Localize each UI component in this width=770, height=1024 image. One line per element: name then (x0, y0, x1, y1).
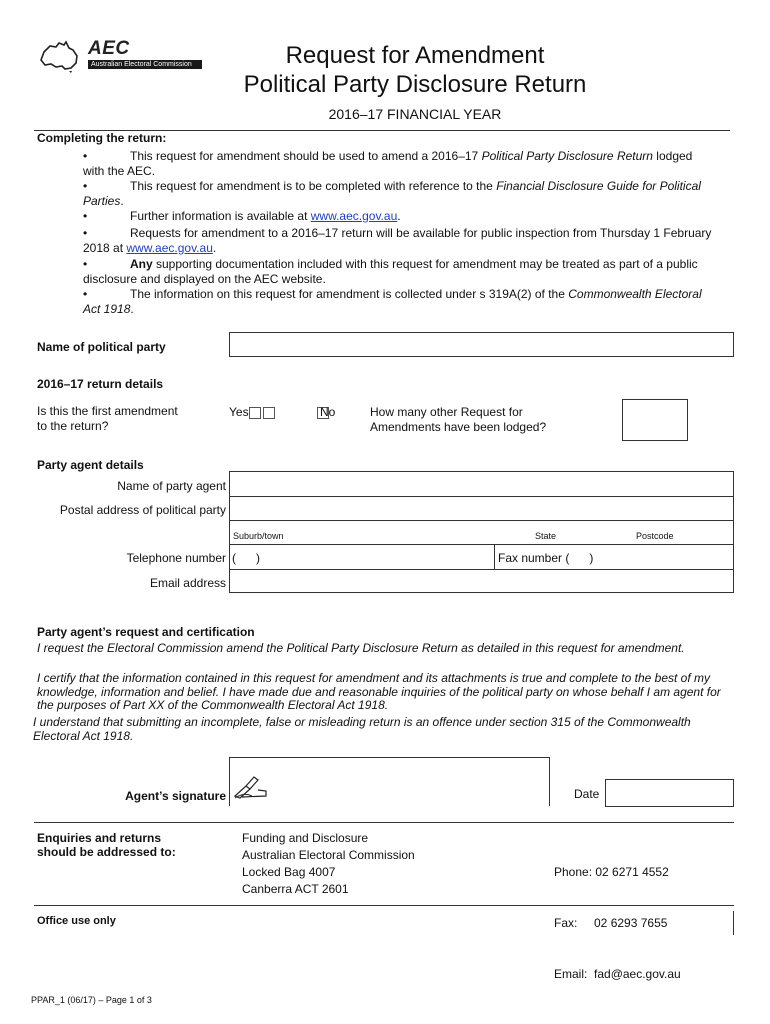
bullet-text: The information on this request for amendment is collected under s 319A(2) of the (130, 287, 569, 301)
fax-label: Fax number ( ) (498, 551, 594, 565)
bullet-text-italic: Financial Disclosure Guide for Political Parties (83, 179, 701, 208)
aec-website-link[interactable]: www.aec.gov.au (310, 209, 398, 223)
bullet-text: lodged with the AEC. (83, 149, 693, 178)
bullet-dot: • (83, 179, 88, 193)
signature-label: Agent’s signature (125, 789, 226, 803)
question-line: to the return? (37, 419, 109, 433)
party-name-field[interactable] (229, 332, 734, 357)
address-line: Funding and Disclosure (242, 831, 369, 845)
bullet-item (83, 209, 713, 224)
office-use-field-edge (733, 911, 734, 935)
signature-pen-icon (232, 774, 270, 800)
australia-map-icon (38, 40, 82, 74)
bullet-dot: • (83, 149, 88, 163)
party-name-value (230, 337, 234, 351)
bullet-text: . (130, 301, 134, 316)
yes-checkbox-2[interactable] (263, 407, 275, 419)
yes-label: Yes (229, 405, 249, 419)
office-use-label: Office use only (37, 915, 116, 927)
enquiries-label-line: should be addressed to: (37, 845, 176, 859)
suburb-state-postcode-input[interactable] (230, 521, 733, 544)
bullet-text: Further information is available at (130, 209, 311, 223)
postcode-label: Postcode (636, 531, 674, 541)
question-line: How many other Request for (370, 405, 523, 419)
bullet-dot: • (83, 209, 88, 223)
contact-email[interactable]: Email: fad@aec.gov.au (554, 967, 681, 981)
financial-year: 2016–17 FINANCIAL YEAR (328, 106, 502, 122)
certification-certify-text: I certify that the information contained in this request for amendment and its attachments is true and complete to the best of my knowledge, information and belief. I have made due and reasonable inquiries of the political party on whose behalf I am agent for the purposes of Part XX of the Commonwealth Electoral Act 1918. (37, 671, 721, 712)
certification-heading: Party agent’s request and certification (37, 625, 255, 639)
certification-request-text: I request the Electoral Commission amend the Political Party Disclosure Return as detailed in this request for amendment. (37, 641, 685, 655)
enquiries-label (37, 831, 176, 859)
fax-input[interactable] (495, 545, 733, 569)
logo-subtext: Australian Electoral Commission (88, 60, 202, 69)
party-name-label: Name of political party (37, 340, 166, 354)
agent-details-heading: Party agent details (37, 458, 144, 472)
certification-offence-text: I understand that submitting an incomplete, false or misleading return is an offence under section 315 of the Commonwealth Electoral Act 1918. (33, 715, 691, 743)
agent-name-label: Name of party agent (117, 479, 226, 493)
bullet-text: supporting documentation included with this request for amendment may be treated as part of a public disclosure and displayed on the AEC website. (83, 257, 698, 286)
other-amendments-question (370, 405, 546, 435)
completing-heading: Completing the return: (37, 131, 167, 145)
other-amendments-count-field[interactable] (622, 399, 688, 441)
postal-address-label: Postal address of political party (59, 503, 226, 517)
page-title-line1: Request for Amendment (285, 42, 545, 69)
bullet-item (83, 287, 713, 316)
address-line: Canberra ACT 2601 (242, 882, 349, 896)
aec-website-link[interactable]: www.aec.gov.au (126, 240, 213, 255)
question-line: Amendments have been lodged? (370, 420, 547, 434)
bullet-dot: • (83, 287, 88, 301)
telephone-label: Telephone number (126, 551, 226, 565)
enquiries-divider (34, 822, 734, 823)
page-footer: PPAR_1 (06/17) – Page 1 of 3 (31, 995, 152, 1005)
suburb-label: Suburb/town (233, 531, 284, 541)
logo-text: AEC (88, 38, 130, 59)
agent-name-input[interactable] (230, 472, 733, 496)
bullet-text: . (212, 240, 217, 255)
bullet-text: Requests for amendment to a 2016–17 return will be available for public inspection from Thursday 1 February 2018 at (83, 226, 712, 255)
email-label: Email address (149, 576, 226, 590)
bullet-item (83, 179, 713, 208)
contact-phone: Phone: 02 6271 4552 (554, 865, 669, 879)
bullet-text-italic: Commonwealth Electoral Act 1918 (83, 287, 702, 316)
bullet-text-italic: Political Party Disclosure Return (481, 149, 653, 163)
contact-fax: Fax: 02 6293 7655 (554, 916, 668, 930)
bullet-dot: • (83, 226, 88, 240)
telephone-area-code: ( ) (232, 551, 260, 565)
return-details-heading: 2016–17 return details (37, 377, 164, 391)
enquiries-label-line: Enquiries and returns (37, 831, 162, 845)
bullet-text: This request for amendment should be used to amend a 2016–17 (130, 149, 482, 163)
bullet-item (83, 149, 713, 178)
question-line: Is this the first amendment (37, 404, 178, 418)
bullet-text: . (397, 209, 401, 223)
date-field[interactable] (605, 779, 734, 807)
telephone-input[interactable] (230, 545, 493, 569)
bullet-text: . (120, 193, 124, 208)
contact-block (554, 830, 681, 1000)
postal-address-block (242, 830, 415, 898)
postal-address-input[interactable] (230, 497, 733, 520)
page-title-line2: Political Party Disclosure Return (243, 71, 587, 98)
address-line: Australian Electoral Commission (242, 848, 415, 862)
bullet-item (83, 257, 713, 286)
address-line: Locked Bag 4007 (242, 865, 336, 879)
bullet-text: This request for amendment is to be completed with reference to the (130, 179, 497, 193)
bullet-text-bold: Any (130, 257, 153, 271)
signature-field[interactable] (229, 757, 550, 806)
office-divider (34, 905, 734, 906)
bullet-item (83, 226, 713, 255)
bullet-dot: • (83, 257, 88, 271)
date-label: Date (574, 787, 600, 801)
yes-checkbox[interactable] (249, 407, 261, 419)
no-label: No (320, 405, 336, 419)
email-input[interactable] (230, 570, 733, 592)
state-label: State (535, 531, 557, 541)
first-amendment-question (37, 404, 178, 434)
